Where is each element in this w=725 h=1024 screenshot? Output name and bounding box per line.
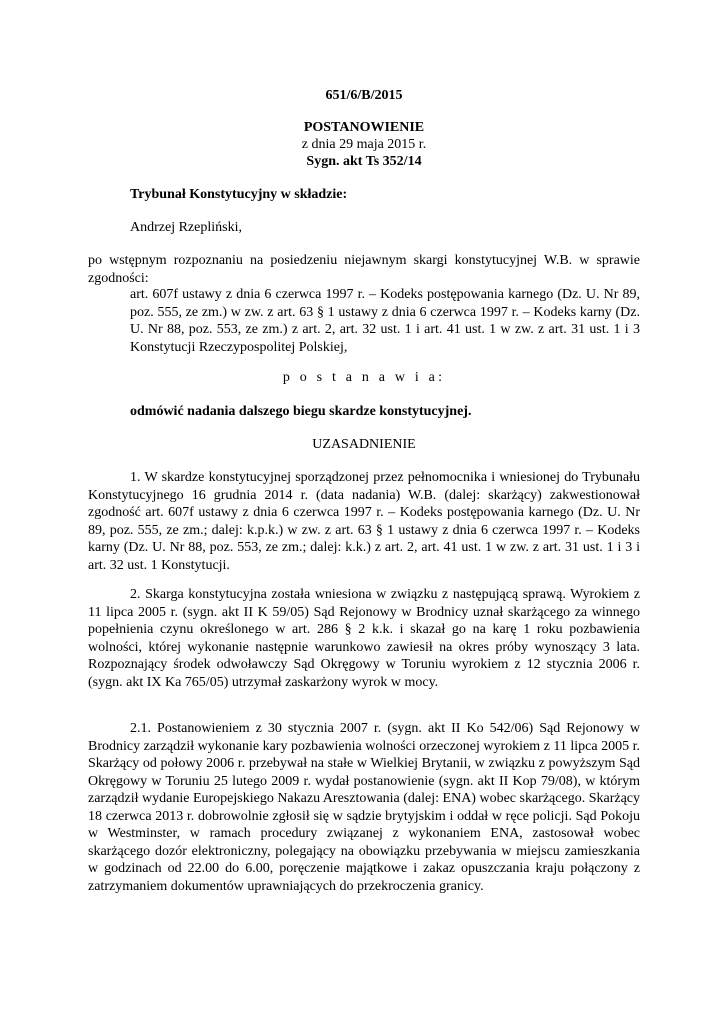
- ruling-verb: p o s t a n a w i a:: [282, 370, 446, 385]
- composition-heading: Trybunał Konstytucyjny w składzie:: [130, 187, 348, 202]
- document-date: z dnia 29 maja 2015 r.: [301, 137, 427, 152]
- judge-name: Andrzej Rzepliński,: [130, 220, 242, 235]
- preamble-intro: po wstępnym rozpoznaniu na posiedzeniu niejawnym skargi konstytucyjnej W.B. w sprawie zgodności:: [88, 253, 640, 286]
- justification-paragraph-1: 1. W skardze konstytucyjnej sporządzonej przez pełnomocnika i wniesionej do Trybunału Konstytucyjnego 16 grudnia 2014 r. (data nadania) W.B. (dalej: skarżący) zakwestionował zgodność art. 607f ustawy z dnia 6 czerwca 1997 r. – Kodeks postępowania karnego (Dz. U. Nr 89, poz. 555, ze zm.; dalej: k.p.k.) w zw. z art. 63 § 1 ustawy z dnia 6 czerwca 1997 r. – Kodeks karny (Dz. U. Nr 88, poz. 553, ze zm.; dalej: k.k.) z art. 2, art. 41 ust. 1 w zw. z art. 31 ust. 1 i 3 i art. 32 ust. 1 Konstytucji.: [88, 470, 640, 573]
- preamble-subject: art. 607f ustawy z dnia 6 czerwca 1997 r. – Kodeks postępowania karnego (Dz. U. Nr 89, poz. 555, ze zm.) w zw. z art. 63 § 1 ustawy z dnia 6 czerwca 1997 r. – Kodeks karny (Dz. U. Nr 88, poz. 553, ze zm.) z art. 2, art. 32 ust. 1 i art. 41 ust. 1 w zw. z art. 31 ust. 1 i 3 Konstytucji Rzeczypospolitej Polskiej,: [130, 287, 640, 355]
- document-reference: 651/6/B/2015: [325, 88, 403, 103]
- justification-paragraph-2: 2. Skarga konstytucyjna została wniesiona w związku z następującą sprawą. Wyrokiem z 11 lipca 2005 r. (sygn. akt II K 59/05) Sąd Rejonowy w Brodnicy uznał skarżącego za winnego popełnienia czynu określonego w art. 286 § 2 k.k. i skazał go na karę 1 roku pozbawienia wolności, której wykonanie następnie warunkowo zawiesił na okres próby wynoszący 3 lata. Rozpoznający środek odwoławczy Sąd Okręgowy w Toruniu wyrokiem z 12 stycznia 2006 r. (sygn. akt IX Ka 765/05) utrzymał zaskarżony wyrok w mocy.: [88, 587, 640, 690]
- justification-paragraph-3: 2.1. Postanowieniem z 30 stycznia 2007 r. (sygn. akt II Ko 542/06) Sąd Rejonowy w Brodnicy zarządził wykonanie kary pozbawienia wolności orzeczonej wyrokiem z 11 lipca 2005 r. Skarżący od połowy 2006 r. przebywał na stałe w Wielkiej Brytanii, w związku z powyższym Sąd Okręgowy w Toruniu 25 lutego 2009 r. wydał postanowienie (sygn. akt II Kop 79/08), w którym zarządził wydanie Europejskiego Nakazu Aresztowania (dalej: ENA) wobec skarżącego. Skarżący 18 czerwca 2013 r. dobrowolnie zgłosił się w sądzie brytyjskim i oddał w ręce policji. Sąd Pokoju w Westminster, w ramach procedury związanej z wykonaniem ENA, zastosował wobec skarżącego dozór elektroniczny, polegający na obowiązku przebywania w miejscu zamieszkania w godzinach od 22.00 do 6.00, poręczenie majątkowe i zakaz opuszczania kraju połączony z zatrzymaniem dokumentów uprawniających do przekroczenia granicy.: [88, 721, 640, 894]
- case-number: Sygn. akt Ts 352/14: [306, 154, 422, 169]
- justification-heading: UZASADNIENIE: [312, 437, 416, 452]
- ruling-decision: odmówić nadania dalszego biegu skardze konstytucyjnej.: [130, 404, 472, 419]
- document-type-title: POSTANOWIENIE: [303, 120, 425, 135]
